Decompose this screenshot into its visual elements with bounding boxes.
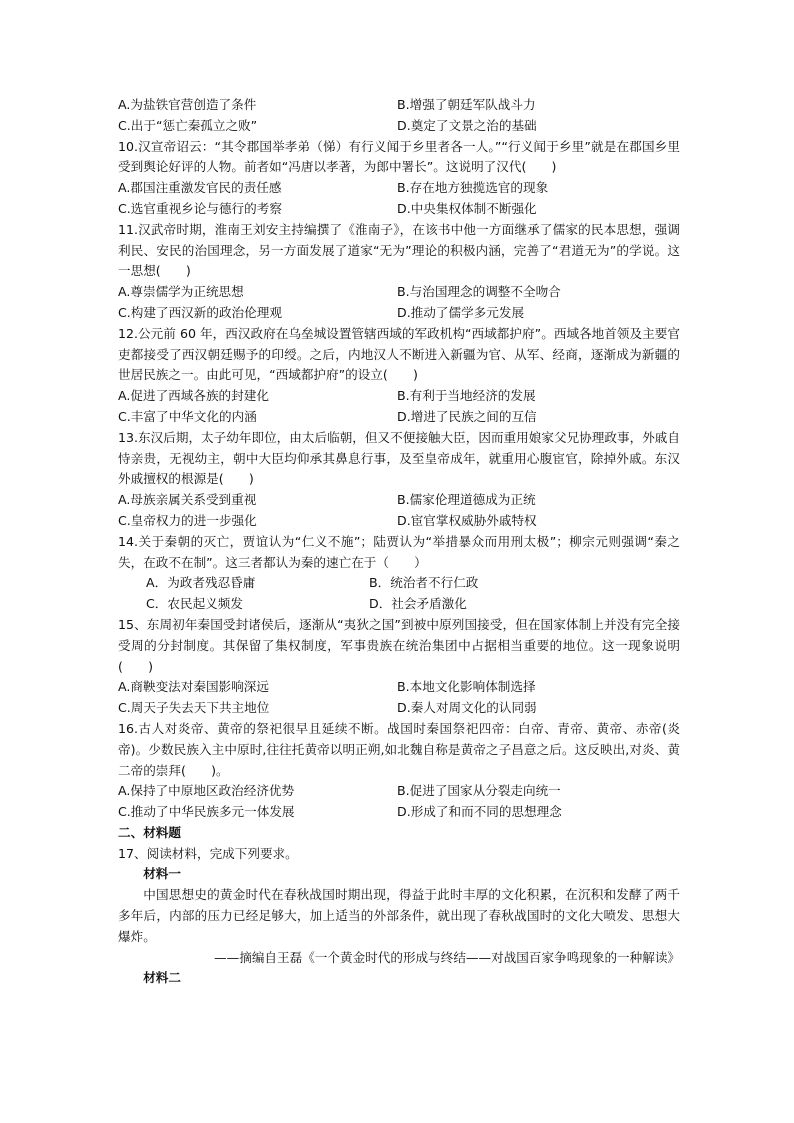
q16-options-row-1 bbox=[118, 781, 680, 802]
q15-options-row-1 bbox=[118, 677, 680, 698]
q15-option-c: C.周天子失去天下共主地位 bbox=[118, 700, 270, 716]
q13-stem: 13.东汉后期，太子幼年即位，由太后临朝，但又不便接触大臣，因而重用娘家父兄协理政事，外戚自恃亲贵，无视幼主，朝中大臣均仰承其鼻息行事，及至皇帝成年，就重用心腹宦官，除掉外戚。东汉外戚擅权的根源是( ) bbox=[118, 429, 680, 487]
q10-option-d: D.中央集权体制不断强化 bbox=[397, 200, 537, 216]
q12-option-b: B.有利于当地经济的发展 bbox=[397, 388, 536, 404]
material-2-label: 材料二 bbox=[143, 970, 181, 986]
q10-options-row-2 bbox=[118, 199, 680, 220]
q16-options-row-2 bbox=[118, 802, 680, 823]
q9-options-row-2 bbox=[118, 116, 680, 137]
q11-options-row-2 bbox=[118, 303, 680, 324]
q13-option-b: B.儒家伦理道德成为正统 bbox=[397, 492, 536, 508]
q10-option-c: C.选官重视乡论与德行的考察 bbox=[118, 200, 282, 216]
q13-options-row-2 bbox=[118, 511, 680, 532]
q11-stem: 11.汉武帝时期，淮南王刘安主持编撰了《淮南子》，在该书中他一方面继承了儒家的民本思想，强调利民、安民的治国理念，另一方面发展了道家“无为”理论的积极内涵，完善了“君道无为”的学说。这一思想( ) bbox=[118, 221, 680, 279]
q10-stem: 10.汉宣帝诏云：“其令郡国举孝弟（悌）有行义闻于乡里者各一人。”“行义闻于乡里”就是在郡国乡里受到舆论好评的人物。前者如“冯唐以孝著，为郎中署长”。这说明了汉代( ) bbox=[118, 138, 680, 175]
q10-option-a: A.郡国注重激发官民的责任感 bbox=[118, 180, 282, 196]
q12-options-row-2 bbox=[118, 407, 680, 428]
document-page bbox=[118, 95, 680, 989]
q15-options-row-2 bbox=[118, 698, 680, 719]
q9-options-row-1 bbox=[118, 95, 680, 116]
q12-stem: 12.公元前 60 年，西汉政府在乌垒城设置管辖西域的军政机构“西域都护府”。西域各地首领及主要官吏都接受了西汉朝廷赐予的印绶。之后，内地汉人不断进入新疆为官、从军、经商，逐渐成为新疆的世居民族之一。由此可见，“西域都护府”的设立( ) bbox=[118, 325, 680, 383]
section-heading: 二、材料题 bbox=[118, 824, 181, 840]
q13-options-row-1 bbox=[118, 490, 680, 511]
q15-option-b: B.本地文化影响体制选择 bbox=[397, 679, 536, 695]
q16-stem: 16.古人对炎帝、黄帝的祭祀很早且延续不断。战国时秦国祭祀四帝：白帝、青帝、黄帝、赤帝(炎帝)。少数民族入主中原时,往往托黄帝以明正朔,如北魏自称是黄帝之子昌意之后。这反映出,对炎、黄二帝的崇拜( )。 bbox=[118, 720, 680, 778]
q15-stem: 15、东周初年秦国受封诸侯后，逐渐从“夷狄之国”到被中原列国接受，但在国家体制上并没有完全接受周的分封制度。其保留了集权制度，军事贵族在统治集团中占据相当重要的地位。这一现象说明( ) bbox=[118, 616, 680, 674]
q14-option-a: A．为政者残忍昏庸 bbox=[146, 575, 256, 591]
q11-option-b: B.与治国理念的调整不全吻合 bbox=[397, 284, 561, 300]
q13-option-a: A.母族亲属关系受到重视 bbox=[118, 492, 257, 508]
q11-option-a: A.尊崇儒学为正统思想 bbox=[118, 284, 244, 300]
q14-options-row-2 bbox=[118, 594, 680, 615]
q16-option-d: D.形成了和而不同的思想理念 bbox=[397, 804, 562, 820]
q9-option-c: C.出于“惩亡秦孤立之败” bbox=[118, 117, 258, 133]
q14-option-c: C．农民起义频发 bbox=[146, 596, 243, 612]
q15-option-a: A.商鞅变法对秦国影响深远 bbox=[118, 679, 269, 695]
q10-option-b: B.存在地方独揽选官的现象 bbox=[397, 180, 549, 196]
material-1-label: 材料一 bbox=[143, 866, 181, 882]
material-1-text: 中国思想史的黄金时代在春秋战国时期出现，得益于此时丰厚的文化积累，在沉积和发酵了两千多年后，内部的压力已经足够大，加上适当的外部条件，就出现了春秋战国时的文化大喷发、思想大爆炸。 bbox=[118, 887, 680, 944]
q16-option-b: B.促进了国家从分裂走向统一 bbox=[397, 783, 561, 799]
q14-option-b: B．统治者不行仁政 bbox=[369, 575, 479, 591]
q14-options-row-1 bbox=[118, 573, 680, 594]
material-1-source: ——摘编自王磊《一个黄金时代的形成与终结——对战国百家争鸣现象的一种解读》 bbox=[214, 949, 680, 965]
q11-option-c: C.构建了西汉新的政治伦理观 bbox=[118, 304, 282, 320]
q16-option-c: C.推动了中华民族多元一体发展 bbox=[118, 804, 295, 820]
q9-option-d: D.奠定了文景之治的基础 bbox=[397, 117, 537, 133]
q12-option-c: C.丰富了中华文化的内涵 bbox=[118, 408, 257, 424]
q17-stem: 17、阅读材料，完成下列要求。 bbox=[118, 845, 298, 861]
q13-option-d: D.宦官掌权威胁外戚特权 bbox=[397, 512, 537, 528]
q12-options-row-1 bbox=[118, 386, 680, 407]
q12-option-d: D.增进了民族之间的互信 bbox=[397, 408, 537, 424]
q14-option-d: D．社会矛盾激化 bbox=[369, 596, 467, 612]
q9-option-a: A.为盐铁官营创造了条件 bbox=[118, 97, 257, 112]
q16-option-a: A.保持了中原地区政治经济优势 bbox=[118, 783, 295, 799]
q11-options-row-1 bbox=[118, 282, 680, 303]
q12-option-a: A.促进了西域各族的封建化 bbox=[118, 388, 269, 404]
q13-option-c: C.皇帝权力的进一步强化 bbox=[118, 512, 257, 528]
q11-option-d: D.推动了儒学多元发展 bbox=[397, 304, 525, 320]
q9-option-b: B.增强了朝廷军队战斗力 bbox=[397, 97, 536, 112]
q14-stem: 14.关于秦朝的灭亡，贾谊认为“仁义不施”；陆贾认为“举措暴众而用刑太极”；柳宗元则强调“秦之失，在政不在制”。这三者都认为秦的速亡在于（ ） bbox=[118, 533, 680, 570]
q10-options-row-1 bbox=[118, 178, 680, 199]
q15-option-d: D.秦人对周文化的认同弱 bbox=[397, 700, 537, 716]
